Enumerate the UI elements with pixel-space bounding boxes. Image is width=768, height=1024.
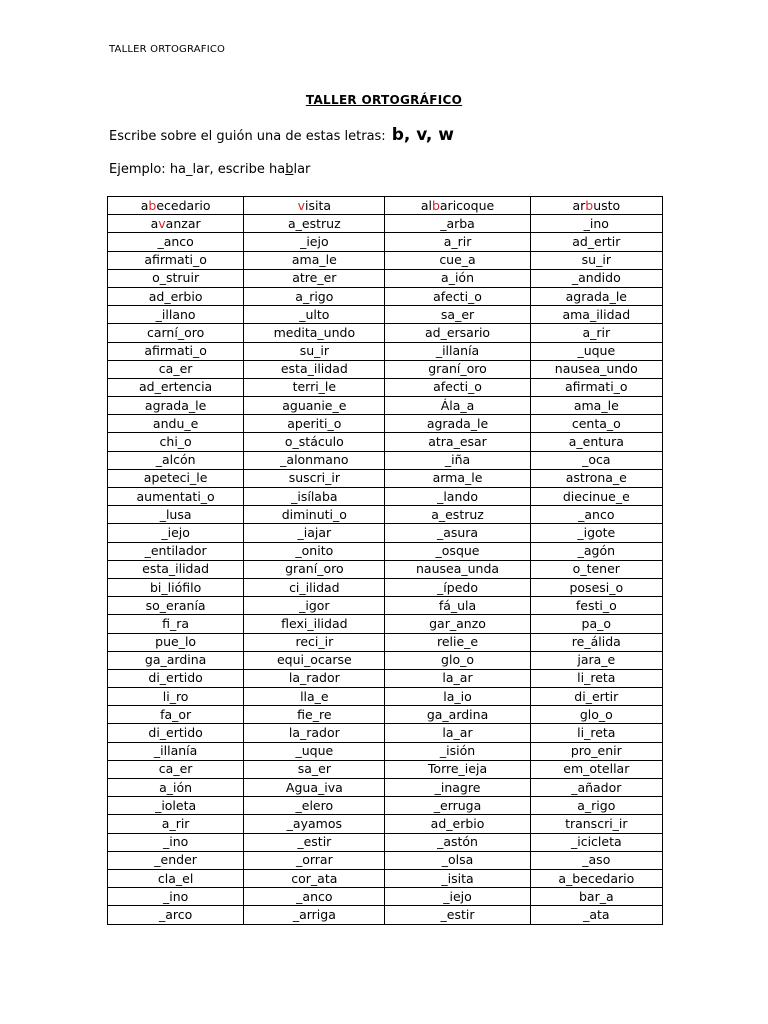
table-cell: ci_ilidad	[244, 578, 385, 596]
table-cell: _astón	[385, 833, 530, 851]
table-row	[108, 251, 663, 269]
table-cell: arma_le	[385, 469, 530, 487]
table-cell: su_ir	[244, 342, 385, 360]
word-part: a	[150, 215, 159, 231]
table-cell: _iajar	[244, 524, 385, 542]
table-cell: diecinue_e	[530, 488, 662, 506]
table-cell: ama_le	[530, 397, 662, 415]
table-cell: bi_liófilo	[108, 578, 244, 596]
table-cell: o_tener	[530, 560, 662, 578]
table-cell: nausea_undo	[530, 360, 662, 378]
example-line	[109, 162, 310, 177]
table-cell: a_rigo	[530, 797, 662, 815]
table-cell: agrada_le	[385, 415, 530, 433]
table-cell: agrada_le	[530, 287, 662, 305]
table-cell: reci_ir	[244, 633, 385, 651]
table-cell: cla_el	[108, 869, 244, 887]
table-cell: _arco	[108, 906, 244, 924]
table-row	[108, 851, 663, 869]
table-row	[108, 378, 663, 396]
table-cell: diminuti_o	[244, 506, 385, 524]
table-cell: pa_o	[530, 615, 662, 633]
table-cell: a_rir	[108, 815, 244, 833]
table-cell: li_ro	[108, 688, 244, 706]
table-cell: pro_enir	[530, 742, 662, 760]
table-cell: carní_oro	[108, 324, 244, 342]
table-cell: _iejo	[385, 888, 530, 906]
table-cell: pue_lo	[108, 633, 244, 651]
table-cell: afirmati_o	[530, 378, 662, 396]
table-cell: o_stáculo	[244, 433, 385, 451]
table-cell: _estir	[244, 833, 385, 851]
table-cell: ad_ersario	[385, 324, 530, 342]
table-cell	[530, 197, 662, 215]
table-cell: _andido	[530, 269, 662, 287]
table-row	[108, 906, 663, 924]
table-row	[108, 560, 663, 578]
table-cell: jara_e	[530, 651, 662, 669]
instruction-line	[109, 125, 454, 145]
table-cell: glo_o	[530, 706, 662, 724]
table-cell: sa_er	[244, 760, 385, 778]
table-cell: la_rador	[244, 669, 385, 687]
highlighted-letter: b	[431, 197, 440, 213]
table-cell: _oca	[530, 451, 662, 469]
table-cell: _isita	[385, 869, 530, 887]
highlighted-letter: v	[297, 197, 306, 213]
table-cell: atre_er	[244, 269, 385, 287]
table-row	[108, 324, 663, 342]
table-cell: ca_er	[108, 360, 244, 378]
table-cell: a_rir	[530, 324, 662, 342]
table-cell: _isión	[385, 742, 530, 760]
table-cell: la_ar	[385, 724, 530, 742]
table-cell: _asura	[385, 524, 530, 542]
table-cell: centa_o	[530, 415, 662, 433]
word-part: isita	[305, 197, 332, 213]
table-cell: ama_le	[244, 251, 385, 269]
table-cell: astrona_e	[530, 469, 662, 487]
table-cell: andu_e	[108, 415, 244, 433]
table-cell: _ata	[530, 906, 662, 924]
table-cell: _ulto	[244, 306, 385, 324]
table-row	[108, 233, 663, 251]
table-cell: la_rador	[244, 724, 385, 742]
word-part: usto	[593, 197, 621, 213]
word-part: ecedario	[156, 197, 211, 213]
table-cell: _igote	[530, 524, 662, 542]
table-cell: _agón	[530, 542, 662, 560]
table-cell: gar_anzo	[385, 615, 530, 633]
table-cell: fá_ula	[385, 597, 530, 615]
table-cell: a_becedario	[530, 869, 662, 887]
table-cell: afirmati_o	[108, 251, 244, 269]
word-part: ar	[572, 197, 586, 213]
table-row	[108, 415, 663, 433]
table-cell: _anco	[108, 233, 244, 251]
table-cell: graní_oro	[385, 360, 530, 378]
word-table	[107, 196, 663, 925]
table-cell: _illanía	[108, 742, 244, 760]
table-cell: _illanía	[385, 342, 530, 360]
highlighted-letter: b	[585, 197, 594, 213]
table-cell: cor_ata	[244, 869, 385, 887]
table-cell: li_reta	[530, 669, 662, 687]
table-row	[108, 615, 663, 633]
instruction-text: Escribe sobre el guión una de estas letras:	[109, 129, 386, 144]
table-cell: sa_er	[385, 306, 530, 324]
table-row	[108, 542, 663, 560]
table-row	[108, 815, 663, 833]
table-cell: _onito	[244, 542, 385, 560]
table-row	[108, 869, 663, 887]
highlighted-letter: b	[148, 197, 157, 213]
table-cell: _olsa	[385, 851, 530, 869]
table-cell: _iejo	[108, 524, 244, 542]
table-cell: afecti_o	[385, 287, 530, 305]
table-cell: di_ertido	[108, 669, 244, 687]
table-cell: equi_ocarse	[244, 651, 385, 669]
table-cell: Agua_iva	[244, 779, 385, 797]
table-row	[108, 578, 663, 596]
table-cell	[385, 197, 530, 215]
table-cell: festi_o	[530, 597, 662, 615]
table-cell: Ála_a	[385, 397, 530, 415]
table-cell: su_ir	[530, 251, 662, 269]
table-cell: _arriga	[244, 906, 385, 924]
table-cell: glo_o	[385, 651, 530, 669]
table-cell: fi_ra	[108, 615, 244, 633]
table-row	[108, 779, 663, 797]
table-row	[108, 433, 663, 451]
table-row	[108, 742, 663, 760]
table-cell: posesi_o	[530, 578, 662, 596]
word-part: anzar	[165, 215, 201, 231]
table-row	[108, 342, 663, 360]
table-cell: _uque	[530, 342, 662, 360]
table-cell: flexi_ilidad	[244, 615, 385, 633]
table-cell: _estir	[385, 906, 530, 924]
table-row	[108, 688, 663, 706]
table-cell: aumentati_o	[108, 488, 244, 506]
table-cell: cue_a	[385, 251, 530, 269]
table-cell: ga_ardina	[385, 706, 530, 724]
table-cell: fa_or	[108, 706, 244, 724]
table-row	[108, 269, 663, 287]
table-cell: _iejo	[244, 233, 385, 251]
table-cell: _erruga	[385, 797, 530, 815]
table-row	[108, 215, 663, 233]
table-cell: _elero	[244, 797, 385, 815]
table-row	[108, 397, 663, 415]
table-cell: lla_e	[244, 688, 385, 706]
page-header: TALLER ORTOGRAFICO	[109, 44, 226, 55]
table-cell: _ino	[530, 215, 662, 233]
table-row	[108, 888, 663, 906]
table-cell: so_eranía	[108, 597, 244, 615]
table-cell: afecti_o	[385, 378, 530, 396]
table-cell: _ayamos	[244, 815, 385, 833]
table-cell: ad_erbio	[385, 815, 530, 833]
table-cell: a_rigo	[244, 287, 385, 305]
table-cell: atra_esar	[385, 433, 530, 451]
table-cell: fie_re	[244, 706, 385, 724]
word-part: a	[140, 197, 149, 213]
table-cell: medita_undo	[244, 324, 385, 342]
table-row	[108, 287, 663, 305]
table-cell: _ino	[108, 888, 244, 906]
table-row	[108, 669, 663, 687]
table-cell: _icicleta	[530, 833, 662, 851]
table-cell: Torre_ieja	[385, 760, 530, 778]
table-cell	[108, 215, 244, 233]
table-cell: la_ar	[385, 669, 530, 687]
table-cell: relie_e	[385, 633, 530, 651]
table-cell: transcri_ir	[530, 815, 662, 833]
table-cell: _entilador	[108, 542, 244, 560]
table-cell: a_ión	[385, 269, 530, 287]
table-row	[108, 306, 663, 324]
highlighted-letter: v	[158, 215, 166, 231]
table-row	[108, 506, 663, 524]
table-cell: ca_er	[108, 760, 244, 778]
table-cell: ad_ertencia	[108, 378, 244, 396]
table-row	[108, 597, 663, 615]
instruction-letters: b, v, w	[391, 125, 455, 145]
table-cell: terri_le	[244, 378, 385, 396]
table-cell: aperiti_o	[244, 415, 385, 433]
table-cell: li_reta	[530, 724, 662, 742]
table-row	[108, 469, 663, 487]
word-part: al	[420, 197, 432, 213]
table-row	[108, 360, 663, 378]
table-cell: ama_ilidad	[530, 306, 662, 324]
table-cell: esta_ilidad	[244, 360, 385, 378]
example-prefix: Ejemplo: ha_lar, escribe ha	[109, 162, 286, 177]
table-cell: _anco	[244, 888, 385, 906]
table-cell: a_estruz	[244, 215, 385, 233]
table-cell: _uque	[244, 742, 385, 760]
table-cell: apeteci_le	[108, 469, 244, 487]
table-cell: _igor	[244, 597, 385, 615]
table-cell: _ender	[108, 851, 244, 869]
page-title: TALLER ORTOGRÁFICO	[305, 93, 463, 107]
table-cell: bar_a	[530, 888, 662, 906]
table-row	[108, 797, 663, 815]
table-cell	[244, 197, 385, 215]
table-cell: chi_o	[108, 433, 244, 451]
table-cell: _ioleta	[108, 797, 244, 815]
table-row	[108, 451, 663, 469]
table-row	[108, 524, 663, 542]
table-row	[108, 760, 663, 778]
table-cell	[108, 197, 244, 215]
table-row	[108, 724, 663, 742]
table-cell: _osque	[385, 542, 530, 560]
table-cell: _alonmano	[244, 451, 385, 469]
table-cell: _iña	[385, 451, 530, 469]
table-cell: em_otellar	[530, 760, 662, 778]
example-suffix: lar	[293, 162, 311, 177]
word-part: aricoque	[439, 197, 495, 213]
table-cell: afirmati_o	[108, 342, 244, 360]
table-cell: _isílaba	[244, 488, 385, 506]
table-cell: _alcón	[108, 451, 244, 469]
table-cell: graní_oro	[244, 560, 385, 578]
table-cell: agrada_le	[108, 397, 244, 415]
table-cell: a_rir	[385, 233, 530, 251]
table-cell: la_io	[385, 688, 530, 706]
table-cell: ad_erbio	[108, 287, 244, 305]
table-cell: o_struir	[108, 269, 244, 287]
table-cell: _ípedo	[385, 578, 530, 596]
word-table-body	[108, 197, 663, 925]
table-row	[108, 197, 663, 215]
table-cell: esta_ilidad	[108, 560, 244, 578]
table-cell: di_ertido	[108, 724, 244, 742]
table-cell: re_álida	[530, 633, 662, 651]
table-row	[108, 633, 663, 651]
example-underlined-letter: b	[285, 162, 294, 177]
table-cell: _lusa	[108, 506, 244, 524]
table-cell: ga_ardina	[108, 651, 244, 669]
table-row	[108, 706, 663, 724]
table-cell: aguanie_e	[244, 397, 385, 415]
table-cell: _illano	[108, 306, 244, 324]
table-row	[108, 488, 663, 506]
table-cell: _inagre	[385, 779, 530, 797]
table-cell: suscri_ir	[244, 469, 385, 487]
table-cell: _añador	[530, 779, 662, 797]
table-row	[108, 833, 663, 851]
table-cell: _orrar	[244, 851, 385, 869]
table-cell: _anco	[530, 506, 662, 524]
table-cell: ad_ertir	[530, 233, 662, 251]
table-row	[108, 651, 663, 669]
table-cell: _lando	[385, 488, 530, 506]
table-cell: a_ión	[108, 779, 244, 797]
table-cell: a_entura	[530, 433, 662, 451]
table-cell: a_estruz	[385, 506, 530, 524]
table-cell: _ino	[108, 833, 244, 851]
table-cell: _arba	[385, 215, 530, 233]
table-cell: nausea_unda	[385, 560, 530, 578]
table-cell: di_ertir	[530, 688, 662, 706]
table-cell: _aso	[530, 851, 662, 869]
